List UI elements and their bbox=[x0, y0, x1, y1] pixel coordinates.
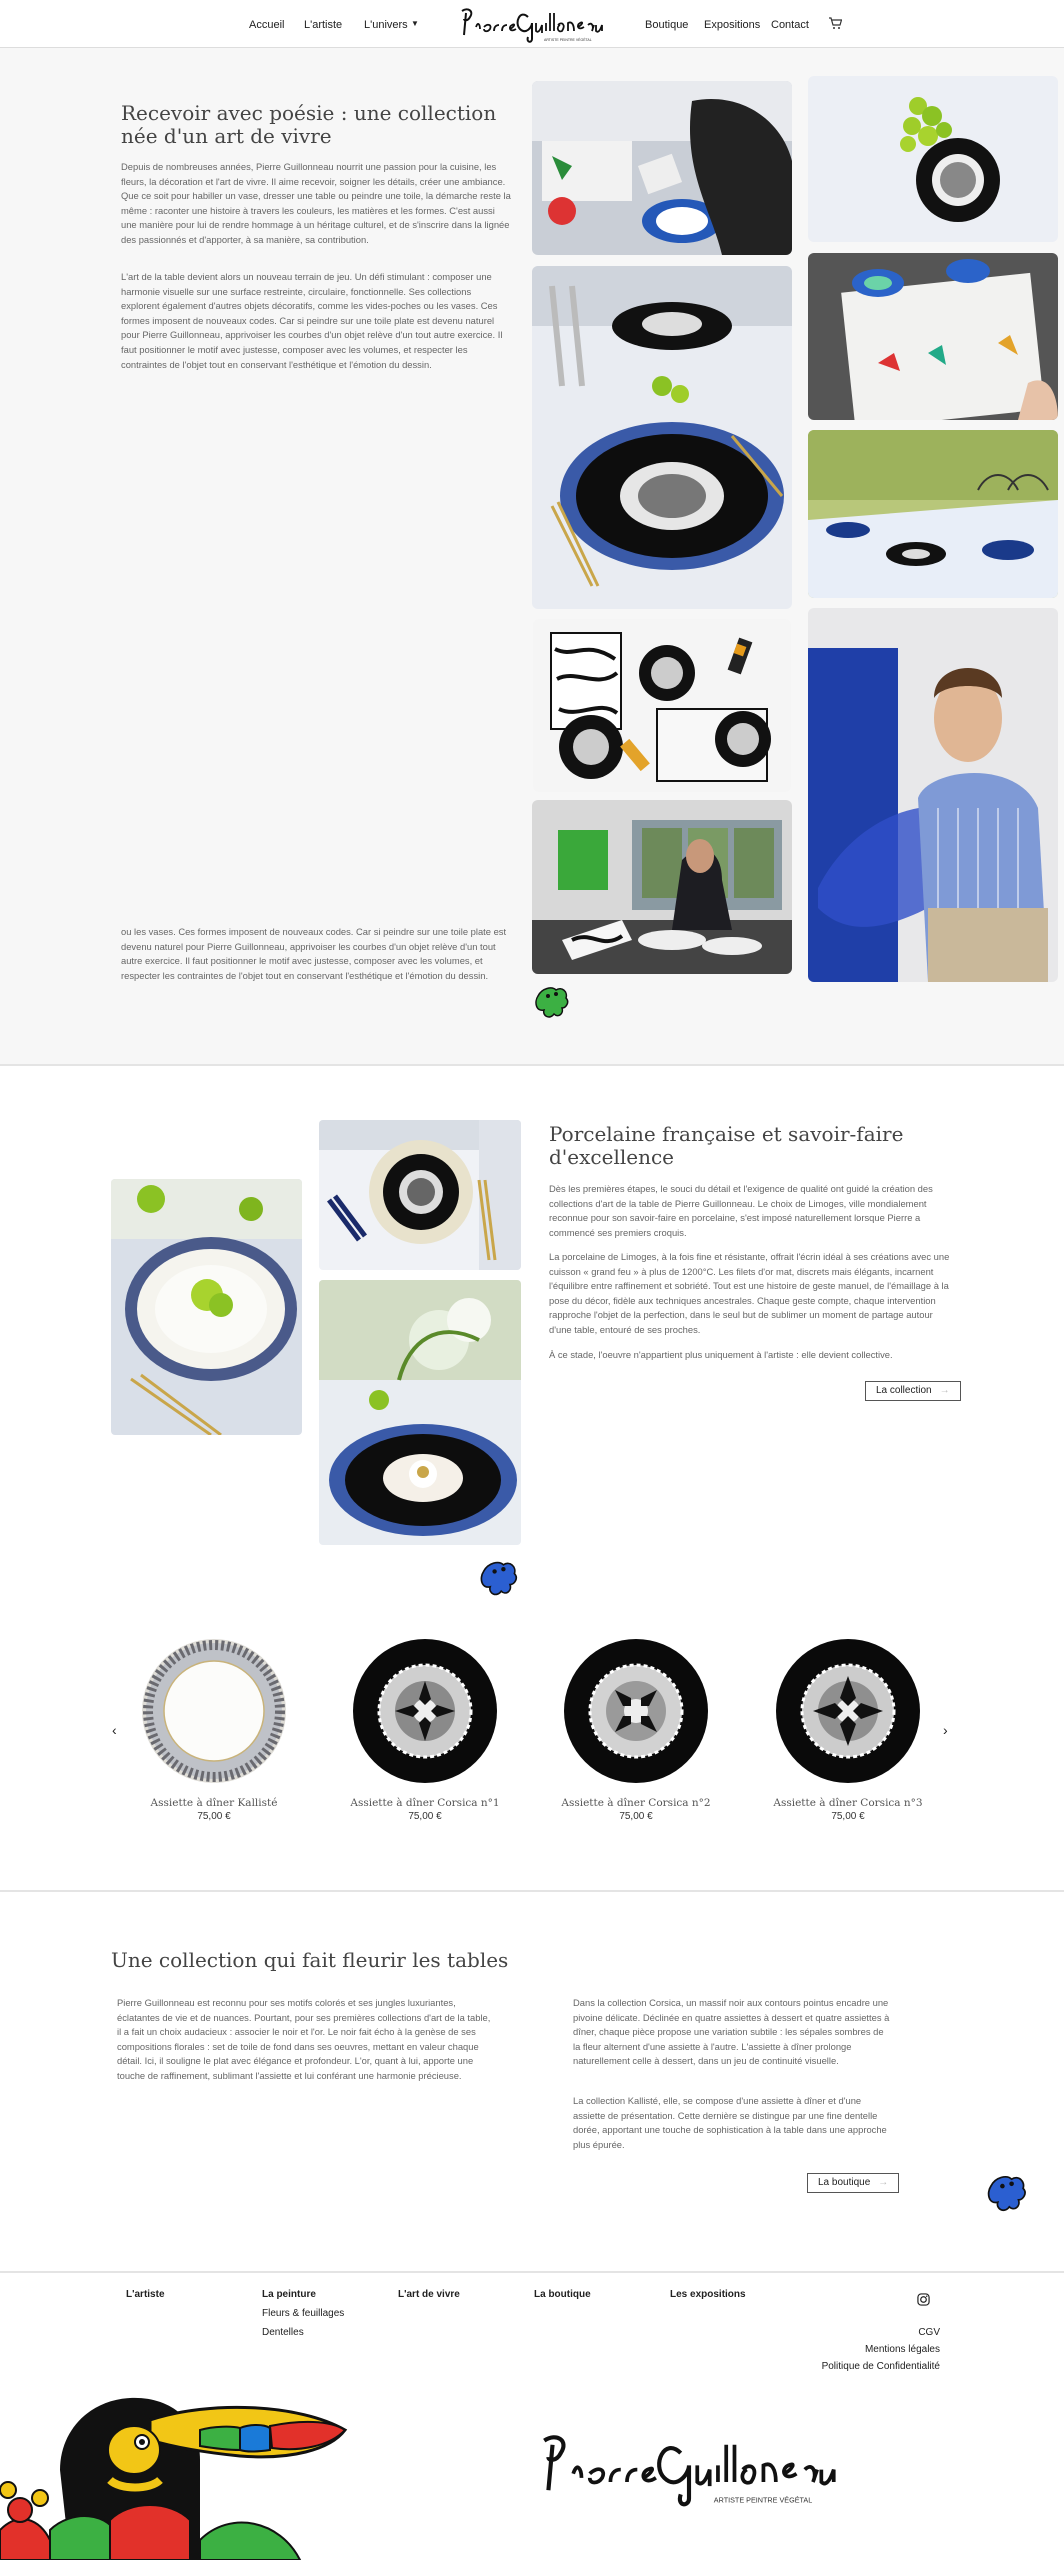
footer-link-fleurs[interactable]: Fleurs & feuillages bbox=[262, 2308, 345, 2319]
section-divider bbox=[0, 1064, 1064, 1066]
porcelain-paragraph-1: Dès les premières étapes, le souci du détail et l'exigence de qualité ont guidé la création des collections d'art de la table de Pierre Guillonneau. Le choix de Limoges, ville mondialement reconnue pour son savoir-faire en porcelaine, s'est imposé naturellement lorsque Pierre a commencé ses premiers croquis. bbox=[549, 1183, 933, 1238]
footer-link-artiste[interactable]: L'artiste bbox=[126, 2289, 165, 2300]
green-frog-icon bbox=[532, 982, 572, 1022]
photo-garden-table bbox=[808, 430, 1058, 598]
intro-paragraph-1: Depuis de nombreuses années, Pierre Guillonneau nourrit une passion pour la cuisine, les fleurs, la décoration et l'art de vivre. Il aime recevoir, soigner les détails, créer une ambiance. Que ce soit pour habiller un vase, dresser une table ou peindre une toile, la démarche reste la même : raconter une histoire à travers les couleurs, les matières et les formes. C'est aussi une manière pour lui de rendre hommage à un héritage culturel, et de s'inscrire dans la lignée des passionnés et d'apporter, à sa manière, sa contribution. bbox=[121, 161, 511, 245]
flourish-paragraph-left: Pierre Guillonneau est reconnu pour ses motifs colorés et ses jungles luxuriantes, éclatantes de vie et de nuances. Pourtant, pour ses premières collections d'art de la table, il a fait un choix audacieux : associer le noir et l'or. Le noir fait écho à la genèse de ses compositions florales : set de toile de fond dans ses oeuvres, mettant en valeur chaque détail. Ici, il souligne le plat avec élégance et profondeur. L'or, quant à lui, apporte une touche de raffinement, sublimant l'assiette et lui conférant une harmonie précieuse. bbox=[117, 1997, 491, 2081]
chevron-left-icon[interactable]: ‹ bbox=[112, 1722, 117, 1738]
intro-paragraph-2: L'art de la table devient alors un nouveau terrain de jeu. Un défi stimulant : composer une harmonie visuelle sur une surface restreinte, circulaire, fonctionnelle. Ses collections explorent également d'autres objets décoratifs, comme les vides-poches ou les vases. Ces formes imposent de nouveaux codes. Car si peindre sur une toile plate est devenu naturel pour Pierre Guillonneau, apprivoiser les courbes d'un objet relève d'un tout autre exercice. Il faut positionner le motif avec justesse, composer avec les volumes, et respecter les contraintes de l'objet tout en conservant l'esthétique et l'émotion du dessin. bbox=[121, 271, 503, 370]
porcelain-title: Porcelaine française et savoir-faire d'excellence bbox=[549, 1122, 904, 1169]
flourish-title: Une collection qui fait fleurir les tables bbox=[111, 1948, 509, 1972]
porcelain-paragraph-2: La porcelaine de Limoges, à la fois fine et résistante, offrait l'écrin idéal à ses créations avec une cuisson « grand feu » à plus de 1200°C. Les filets d'or mat, discrets mais élégants, incarnent l'équilibre entre raffinement et sobriété. Tout est une histoire de geste manuel, de l'émaillage à la pose du décor, fidèle aux techniques ancestrales. Chaque geste compte, chaque intervention rapproche l'objet de la perfection, dans le seul but de sublimer un moment de partage autour d'une table, entouré de ses proches. bbox=[549, 1251, 950, 1335]
blue-frog-icon bbox=[477, 1556, 521, 1600]
boutique-button[interactable] bbox=[807, 2173, 899, 2193]
product-name[interactable]: Assiette à dîner Corsica n°2 bbox=[561, 1797, 711, 1809]
footer-col-expositions bbox=[670, 2285, 746, 2304]
nav-artiste[interactable]: L'artiste bbox=[304, 19, 343, 31]
footer-col-art-de-vivre bbox=[398, 2285, 460, 2304]
photo-drawings-birds bbox=[808, 253, 1058, 420]
arrow-right-icon: → bbox=[939, 1385, 950, 1396]
intro-title: Recevoir avec poésie : une collection née d'un art de vivre bbox=[121, 101, 497, 148]
product-card[interactable] bbox=[773, 1636, 923, 1822]
footer-link-expositions[interactable]: Les expositions bbox=[670, 2289, 746, 2300]
svg-text:ARTISTE PEINTRE VÉGÉTAL: ARTISTE PEINTRE VÉGÉTAL bbox=[713, 2495, 813, 2505]
photo-kalliste-plate bbox=[111, 1179, 302, 1435]
product-price: 75,00 € bbox=[197, 1811, 231, 1822]
flourish-paragraph-right-2: La collection Kallisté, elle, se compose d'une assiette à dîner et d'une assiette de présentation. Cette dernière se distingue par une fine dentelle dorée, apportant une touche de sophistication à la table dans une approche plus épurée. bbox=[573, 2095, 887, 2150]
product-price: 75,00 € bbox=[408, 1811, 442, 1822]
footer-link-art-de-vivre[interactable]: L'art de vivre bbox=[398, 2289, 460, 2300]
photo-artist-portrait bbox=[808, 608, 1058, 982]
nav-contact[interactable]: Contact bbox=[771, 19, 809, 31]
product-card[interactable] bbox=[350, 1636, 500, 1822]
product-image-corsica-3[interactable] bbox=[773, 1636, 923, 1786]
product-name[interactable]: Assiette à dîner Kallisté bbox=[150, 1797, 278, 1809]
product-price: 75,00 € bbox=[831, 1811, 865, 1822]
footer-legal bbox=[760, 2324, 940, 2375]
instagram-icon[interactable] bbox=[917, 2293, 930, 2306]
boutique-button-label: La boutique bbox=[818, 2177, 871, 2188]
product-card[interactable] bbox=[139, 1636, 289, 1822]
product-image-corsica-2[interactable] bbox=[561, 1636, 711, 1786]
intro-paragraph-3: ou les vases. Ces formes imposent de nouveaux codes. Car si peindre sur une toile plate est devenu naturel pour Pierre Guillonneau, apprivoiser les courbes d'un objet relève d'un tout autre exercice. Il faut positionner le motif avec justesse, composer avec les volumes, et respecter les contraintes de l'objet tout en conservant l'esthétique et l'émotion du dessin. bbox=[121, 926, 507, 981]
nav-expositions[interactable]: Expositions bbox=[704, 19, 761, 31]
photo-painting-plate bbox=[532, 81, 792, 255]
intro-section bbox=[0, 48, 1064, 1064]
product-name[interactable]: Assiette à dîner Corsica n°3 bbox=[773, 1797, 923, 1809]
blue-frog-icon bbox=[984, 2170, 1030, 2216]
photo-limes-plate bbox=[808, 76, 1058, 242]
product-image-corsica-1[interactable] bbox=[350, 1636, 500, 1786]
porcelain-paragraph-3: À ce stade, l'oeuvre n'appartient plus uniquement à l'artiste : elle devient collective. bbox=[549, 1349, 893, 1360]
product-card[interactable] bbox=[561, 1636, 711, 1822]
nav-accueil[interactable]: Accueil bbox=[249, 19, 285, 31]
footer-link-dentelles[interactable]: Dentelles bbox=[262, 2327, 304, 2338]
footer-logo[interactable] bbox=[536, 2425, 842, 2510]
chevron-down-icon[interactable]: ▼ bbox=[411, 19, 419, 28]
cart-icon[interactable] bbox=[828, 16, 842, 30]
footer-link-confidentialite[interactable]: Politique de Confidentialité bbox=[821, 2361, 940, 2372]
footer-link-peinture[interactable]: La peinture bbox=[262, 2289, 316, 2300]
footer-link-mentions[interactable]: Mentions légales bbox=[864, 2344, 940, 2355]
nav-boutique[interactable]: Boutique bbox=[645, 19, 689, 31]
footer-col-artiste bbox=[126, 2285, 165, 2304]
photo-corsica-plate-dessert bbox=[319, 1280, 521, 1545]
product-name[interactable]: Assiette à dîner Corsica n°1 bbox=[350, 1797, 500, 1809]
footer-col-boutique bbox=[534, 2285, 591, 2304]
photo-black-white-objects bbox=[533, 619, 791, 792]
product-price: 75,00 € bbox=[619, 1811, 653, 1822]
photo-table-setting bbox=[532, 266, 792, 609]
section-divider bbox=[0, 2271, 1064, 2273]
footer-col-peinture bbox=[262, 2285, 344, 2342]
nav-univers[interactable]: L'univers bbox=[364, 19, 408, 31]
footer-link-cgv[interactable]: CGV bbox=[918, 2327, 940, 2338]
photo-artist-working bbox=[532, 800, 792, 974]
toucan-illustration bbox=[0, 2390, 360, 2560]
site-header bbox=[0, 0, 1064, 48]
photo-corsica-plate-top bbox=[319, 1120, 521, 1270]
collection-button[interactable] bbox=[865, 1381, 961, 1401]
section-divider bbox=[0, 1890, 1064, 1892]
collection-button-label: La collection bbox=[876, 1385, 932, 1396]
flourish-paragraph-right-1: Dans la collection Corsica, un massif noir aux contours pointus encadre une pivoine délicate. Déclinée en quatre assiettes à dessert et quatre assiettes à dîner, chaque pièce propose une variation subtile : les sépales sombres de la fleur alternent d'une assiette à l'autre. L'assiette à dîner prolonge naturellement celle à dessert, dans un jeu de continuité visuelle. bbox=[573, 1997, 890, 2067]
chevron-right-icon[interactable]: › bbox=[943, 1722, 948, 1738]
product-image-kalliste[interactable] bbox=[139, 1636, 289, 1786]
footer-link-boutique[interactable]: La boutique bbox=[534, 2289, 591, 2300]
site-logo[interactable] bbox=[458, 5, 606, 43]
svg-text:ARTISTE PEINTRE VÉGÉTAL: ARTISTE PEINTRE VÉGÉTAL bbox=[544, 38, 592, 42]
arrow-right-icon: → bbox=[878, 2177, 889, 2188]
